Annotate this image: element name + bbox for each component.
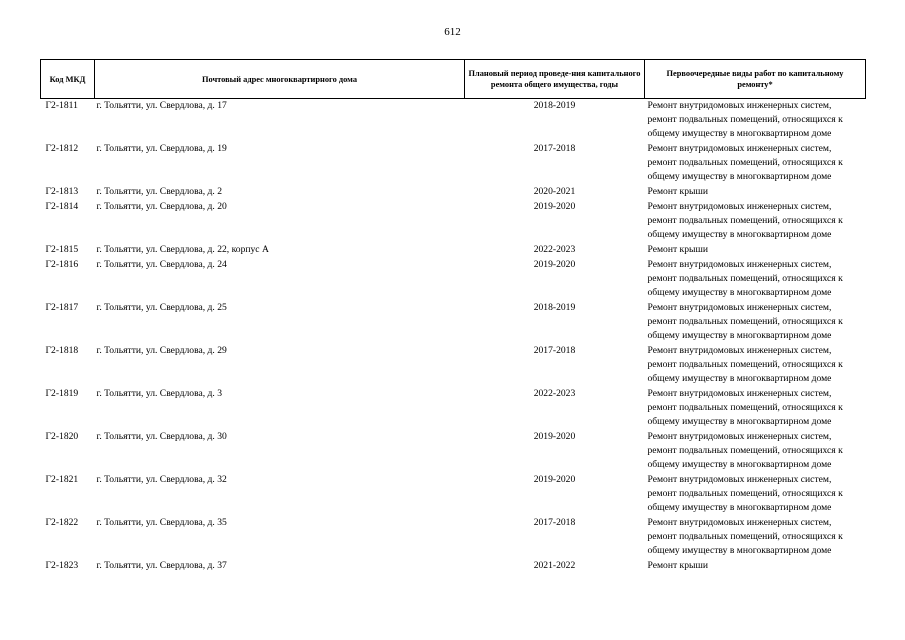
works-line: ремонт подвальных помещений, относящихся к [647, 488, 843, 499]
works-line: общему имуществу в многоквартирном доме [647, 373, 832, 384]
cell-period: 2018-2019 [533, 100, 576, 111]
works-line: Ремонт внутридомовых инженерных систем, [647, 388, 832, 399]
cell-address: г. Тольятти, ул. Свердлова, д. 35 [96, 517, 227, 528]
cell-period: 2021-2022 [533, 560, 576, 571]
works-line: ремонт подвальных помещений, относящихся к [647, 531, 843, 542]
works-line: ремонт подвальных помещений, относящихся к [647, 316, 843, 327]
cell-works [645, 243, 866, 258]
cell-works [645, 258, 866, 301]
cell-address: г. Тольятти, ул. Свердлова, д. 22, корпус А [96, 244, 269, 255]
cell-code: Г2-1814 [45, 201, 79, 212]
cell-address: г. Тольятти, ул. Свердлова, д. 37 [96, 560, 227, 571]
cell-address: г. Тольятти, ул. Свердлова, д. 20 [96, 201, 227, 212]
cell-code: Г2-1817 [45, 302, 79, 313]
cell-address: г. Тольятти, ул. Свердлова, д. 2 [96, 186, 223, 197]
page-number: 612 [444, 26, 461, 38]
cell-period: 2022-2023 [533, 388, 576, 399]
cell-period: 2017-2018 [533, 143, 576, 154]
cell-works [645, 344, 866, 387]
works-line: общему имуществу в многоквартирном доме [647, 229, 832, 240]
works-line: ремонт подвальных помещений, относящихся к [647, 359, 843, 370]
works-line: Ремонт внутридомовых инженерных систем, [647, 431, 832, 442]
table-row [41, 516, 866, 559]
cell-works [645, 200, 866, 243]
table-row [41, 200, 866, 243]
cell-code: Г2-1819 [45, 388, 79, 399]
cell-code: Г2-1815 [45, 244, 79, 255]
works-line: Ремонт внутридомовых инженерных систем, [647, 201, 832, 212]
works-line: Ремонт внутридомовых инженерных систем, [647, 302, 832, 313]
cell-period: 2019-2020 [533, 259, 576, 270]
cell-code: Г2-1822 [45, 517, 79, 528]
cell-period: 2019-2020 [533, 431, 576, 442]
cell-works [645, 301, 866, 344]
cell-code: Г2-1818 [45, 345, 79, 356]
cell-works [645, 473, 866, 516]
cell-period: 2018-2019 [533, 302, 576, 313]
cell-code: Г2-1820 [45, 431, 79, 442]
works-line: ремонт подвальных помещений, относящихся к [647, 273, 843, 284]
cell-code: Г2-1816 [45, 259, 79, 270]
works-line: Ремонт внутридомовых инженерных систем, [647, 143, 832, 154]
table-row [41, 301, 866, 344]
header-period: Плановый период проведе-ния капитального ремонта общего имущества, годы [465, 60, 645, 99]
cell-address: г. Тольятти, ул. Свердлова, д. 25 [96, 302, 227, 313]
works-line: Ремонт внутридомовых инженерных систем, [647, 259, 832, 270]
cell-period: 2019-2020 [533, 474, 576, 485]
works-line: ремонт подвальных помещений, относящихся к [647, 402, 843, 413]
table-row [41, 185, 866, 200]
cell-works [645, 185, 866, 200]
works-line: общему имуществу в многоквартирном доме [647, 545, 832, 556]
table-body [41, 99, 866, 575]
works-line: Ремонт внутридомовых инженерных систем, [647, 100, 832, 111]
cell-address: г. Тольятти, ул. Свердлова, д. 30 [96, 431, 227, 442]
cell-works [645, 430, 866, 473]
cell-address: г. Тольятти, ул. Свердлова, д. 32 [96, 474, 227, 485]
cell-code: Г2-1811 [45, 100, 78, 111]
cell-code: Г2-1821 [45, 474, 79, 485]
cell-code: Г2-1813 [45, 186, 79, 197]
cell-address: г. Тольятти, ул. Свердлова, д. 24 [96, 259, 227, 270]
works-line: общему имуществу в многоквартирном доме [647, 330, 832, 341]
works-line: общему имуществу в многоквартирном доме [647, 128, 832, 139]
cell-code: Г2-1812 [45, 143, 79, 154]
table-row [41, 559, 866, 574]
works-line: Ремонт крыши [647, 244, 708, 255]
cell-address: г. Тольятти, ул. Свердлова, д. 3 [96, 388, 223, 399]
cell-works [645, 387, 866, 430]
works-line: общему имуществу в многоквартирном доме [647, 171, 832, 182]
table-row [41, 344, 866, 387]
header-code: Код МКД [41, 60, 95, 99]
works-line: Ремонт крыши [647, 560, 708, 571]
cell-works [645, 559, 866, 574]
table-row [41, 243, 866, 258]
cell-period: 2020-2021 [533, 186, 576, 197]
cell-period: 2017-2018 [533, 345, 576, 356]
header-address: Почтовый адрес многоквартирного дома [95, 60, 465, 99]
works-line: Ремонт внутридомовых инженерных систем, [647, 517, 832, 528]
works-line: Ремонт внутридомовых инженерных систем, [647, 345, 832, 356]
cell-code: Г2-1823 [45, 560, 79, 571]
table-row [41, 430, 866, 473]
table-header-row [41, 60, 866, 99]
works-line: ремонт подвальных помещений, относящихся к [647, 114, 843, 125]
table-row [41, 258, 866, 301]
cell-address: г. Тольятти, ул. Свердлова, д. 19 [96, 143, 227, 154]
works-line: ремонт подвальных помещений, относящихся к [647, 157, 843, 168]
table-row [41, 473, 866, 516]
cell-period: 2019-2020 [533, 201, 576, 212]
works-line: общему имуществу в многоквартирном доме [647, 416, 832, 427]
cell-period: 2017-2018 [533, 517, 576, 528]
cell-works [645, 142, 866, 185]
table-row [41, 142, 866, 185]
capital-repair-table [40, 59, 866, 574]
cell-address: г. Тольятти, ул. Свердлова, д. 29 [96, 345, 227, 356]
works-line: Ремонт крыши [647, 186, 708, 197]
cell-period: 2022-2023 [533, 244, 576, 255]
works-line: ремонт подвальных помещений, относящихся к [647, 445, 843, 456]
works-line: ремонт подвальных помещений, относящихся к [647, 215, 843, 226]
table-row [41, 387, 866, 430]
header-works: Первоочередные виды работ по капитальному ремонту* [645, 60, 866, 99]
works-line: Ремонт внутридомовых инженерных систем, [647, 474, 832, 485]
cell-works [645, 99, 866, 143]
table-row [41, 99, 866, 143]
works-line: общему имуществу в многоквартирном доме [647, 502, 832, 513]
cell-address: г. Тольятти, ул. Свердлова, д. 17 [96, 100, 227, 111]
works-line: общему имуществу в многоквартирном доме [647, 287, 832, 298]
cell-works [645, 516, 866, 559]
works-line: общему имуществу в многоквартирном доме [647, 459, 832, 470]
